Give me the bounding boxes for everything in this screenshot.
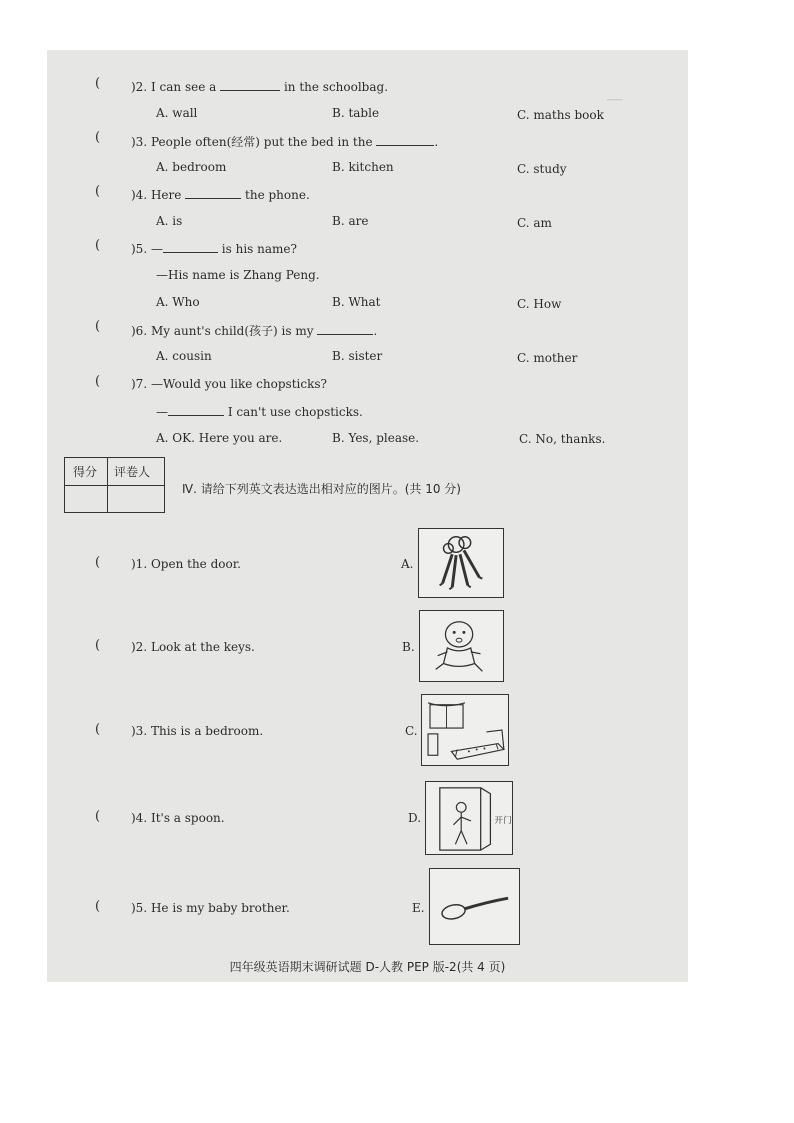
bleed-through: ___ (607, 90, 622, 101)
option-b: B. Yes, please. (332, 431, 420, 445)
score-box (64, 457, 165, 513)
grader-label: 评卷人 (114, 465, 151, 479)
answer-paren[interactable]: ( (95, 184, 101, 199)
option-c: C. study (517, 162, 567, 176)
option-a: A. cousin (156, 349, 212, 363)
option-c: C. am (517, 216, 552, 230)
answer-paren[interactable]: ( (95, 809, 101, 824)
option-c: C. maths book (517, 108, 604, 122)
answer-paren[interactable]: ( (95, 76, 101, 91)
picture-a-letter: A. (401, 557, 414, 571)
fill-blank[interactable] (220, 79, 280, 91)
picture-e-letter: E. (412, 901, 425, 915)
picture-c-letter: C. (405, 724, 418, 738)
match-item-3: )3. This is a bedroom. (131, 724, 264, 738)
match-item-5: )5. He is my baby brother. (131, 901, 290, 915)
fill-blank[interactable] (185, 187, 241, 199)
bedroom-icon (422, 695, 508, 765)
question-7: )7. —Would you like chopsticks? (131, 377, 327, 391)
answer-paren[interactable]: ( (95, 638, 101, 653)
option-c: C. How (517, 297, 562, 311)
match-item-2: )2. Look at the keys. (131, 640, 255, 654)
page-footer: 四年级英语期末调研试题 D-人教 PEP 版-2(共 4 页) (229, 960, 506, 974)
question-5-reply: —His name is Zhang Peng. (156, 268, 320, 282)
answer-paren[interactable]: ( (95, 722, 101, 737)
answer-paren[interactable]: ( (95, 899, 101, 914)
option-a: A. OK. Here you are. (156, 431, 283, 445)
option-a: A. wall (156, 106, 198, 120)
question-5: )5. — is his name? (131, 242, 297, 256)
baby-icon (420, 611, 503, 681)
option-b: B. table (332, 106, 380, 120)
question-6: )6. My aunt's child(孩子) is my . (131, 324, 378, 338)
answer-paren[interactable]: ( (95, 319, 101, 334)
door-icon (426, 782, 512, 854)
section-4-title: Ⅳ. 请给下列英文表达选出相对应的图片。(共 10 分) (182, 482, 461, 496)
fill-blank[interactable] (163, 241, 218, 253)
match-item-1: )1. Open the door. (131, 557, 241, 571)
picture-c[interactable] (421, 694, 509, 766)
picture-b-letter: B. (402, 640, 415, 654)
question-4: )4. Here the phone. (131, 188, 310, 202)
option-a: A. Who (156, 295, 200, 309)
picture-d[interactable] (425, 781, 513, 855)
question-2: )2. I can see a in the schoolbag. (131, 80, 389, 94)
door-caption: 开门 (494, 815, 512, 826)
picture-a[interactable] (418, 528, 504, 598)
picture-b[interactable] (419, 610, 504, 682)
option-c: C. No, thanks. (519, 432, 606, 446)
answer-paren[interactable]: ( (95, 130, 101, 145)
answer-paren[interactable]: ( (95, 238, 101, 253)
fill-blank[interactable] (317, 323, 373, 335)
question-7-reply: — I can't use chopsticks. (156, 405, 363, 419)
picture-d-letter: D. (408, 811, 422, 825)
question-3: )3. People often(经常) put the bed in the . (131, 135, 439, 149)
answer-paren[interactable]: ( (95, 374, 101, 389)
fill-blank[interactable] (168, 404, 224, 416)
option-b: B. sister (332, 349, 383, 363)
option-b: B. What (332, 295, 381, 309)
option-a: A. is (156, 214, 183, 228)
answer-paren[interactable]: ( (95, 555, 101, 570)
scanned-page (47, 50, 688, 982)
option-b: B. kitchen (332, 160, 394, 174)
option-a: A. bedroom (156, 160, 227, 174)
fill-blank[interactable] (376, 134, 434, 146)
option-b: B. are (332, 214, 369, 228)
match-item-4: )4. It's a spoon. (131, 811, 225, 825)
option-c: C. mother (517, 351, 578, 365)
spoon-icon (430, 869, 519, 944)
keys-icon (419, 529, 503, 597)
picture-e[interactable] (429, 868, 520, 945)
score-label: 得分 (73, 465, 98, 479)
